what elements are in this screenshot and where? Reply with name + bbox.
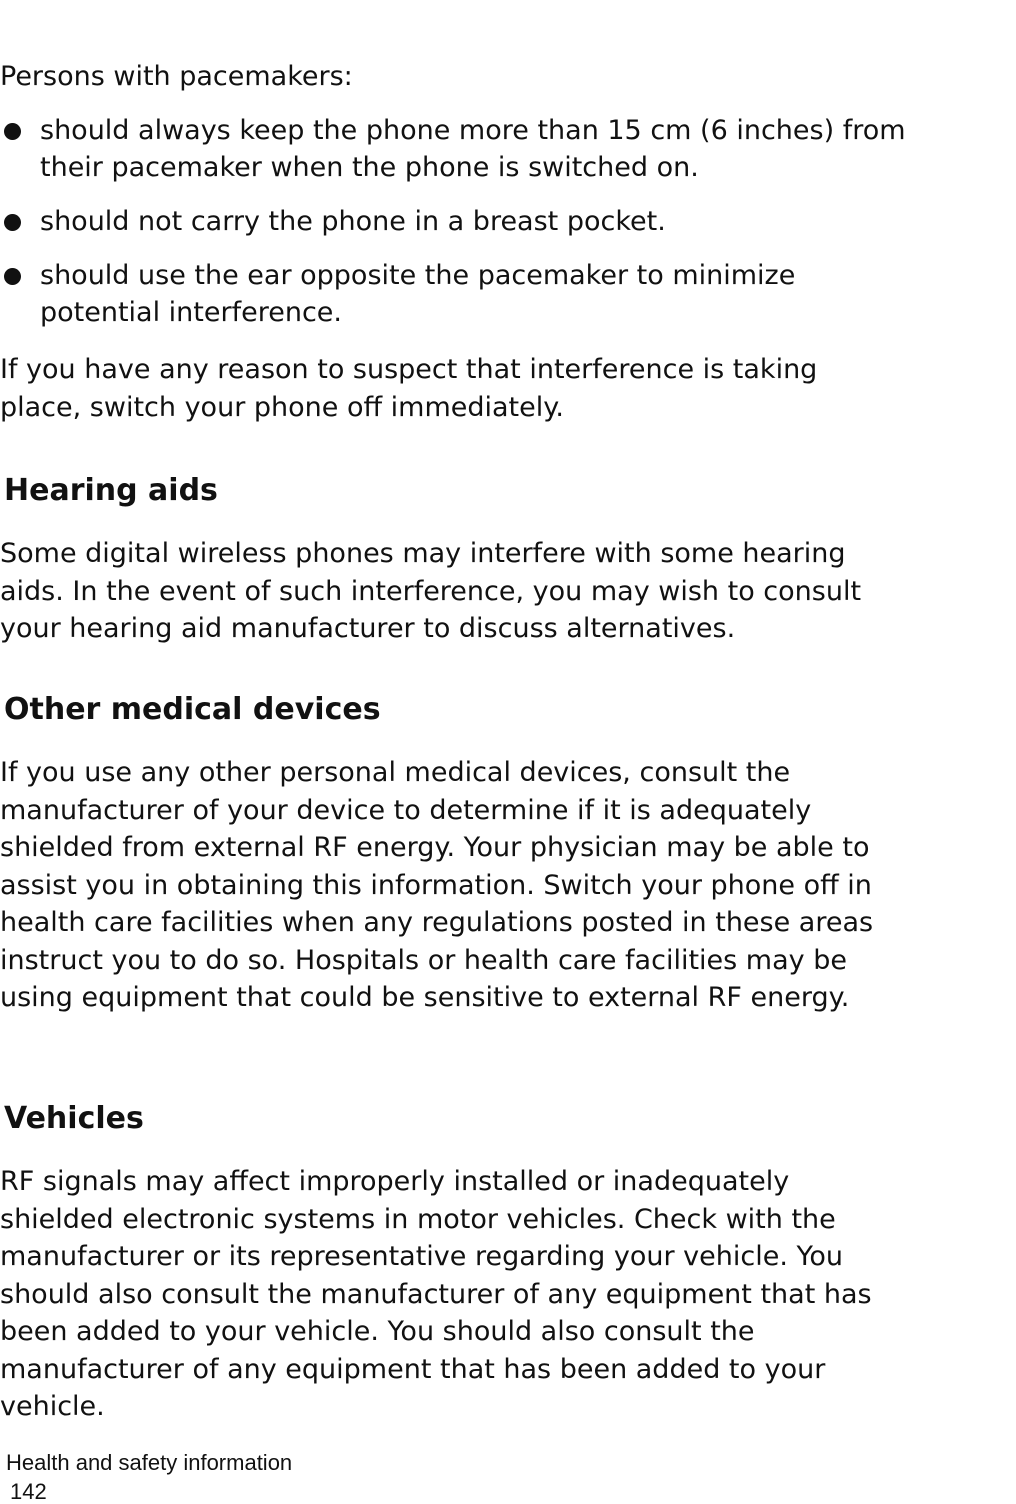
footer-section-title: Health and safety information: [6, 1450, 293, 1475]
bullet-text: should not carry the phone in a breast pocket.: [40, 206, 666, 237]
pacemakers-bullet-list: [0, 112, 920, 348]
bullet-icon: [4, 214, 21, 231]
bullet-icon: [4, 268, 21, 285]
list-item: [0, 203, 920, 240]
page-number: 142: [10, 1479, 47, 1504]
bullet-text: should use the ear opposite the pacemaker to minimize potential interference.: [40, 260, 796, 328]
other-medical-devices-paragraph: If you use any other personal medical devices, consult the manufacturer of your device to determine if it is adequately shielded from external RF energy. Your physician may be able to assist you in obtaining this information. Switch your phone off in health care facilities when any regulations posted in these areas instruct you to do so. Hospitals or health care facilities may be using equipment that could be sensitive to external RF energy.: [0, 757, 874, 1013]
vehicles-paragraph: RF signals may affect improperly installed or inadequately shielded electronic systems in motor vehicles. Check with the manufacturer or its representative regarding your vehicle. You should also consult the manufacturer of any equipment that has been added to your vehicle. You should also consult the manufacturer of any equipment that has been added to your vehicle.: [0, 1166, 872, 1422]
hearing-aids-paragraph: Some digital wireless phones may interfere with some hearing aids. In the event of such interference, you may wish to consult your hearing aid manufacturer to discuss alternatives.: [0, 538, 862, 644]
list-item: [0, 257, 920, 331]
other-medical-devices-heading: Other medical devices: [4, 692, 381, 727]
bullet-icon: [4, 123, 21, 140]
list-item: [0, 112, 920, 186]
pacemakers-closing-paragraph: If you have any reason to suspect that interference is taking place, switch your phone off immediately.: [0, 354, 818, 423]
pacemakers-intro: Persons with pacemakers:: [0, 61, 353, 92]
hearing-aids-heading: Hearing aids: [4, 473, 218, 508]
vehicles-heading: Vehicles: [4, 1101, 144, 1136]
bullet-text: should always keep the phone more than 15 cm (6 inches) from their pacemaker when the phone is switched on.: [40, 115, 906, 183]
